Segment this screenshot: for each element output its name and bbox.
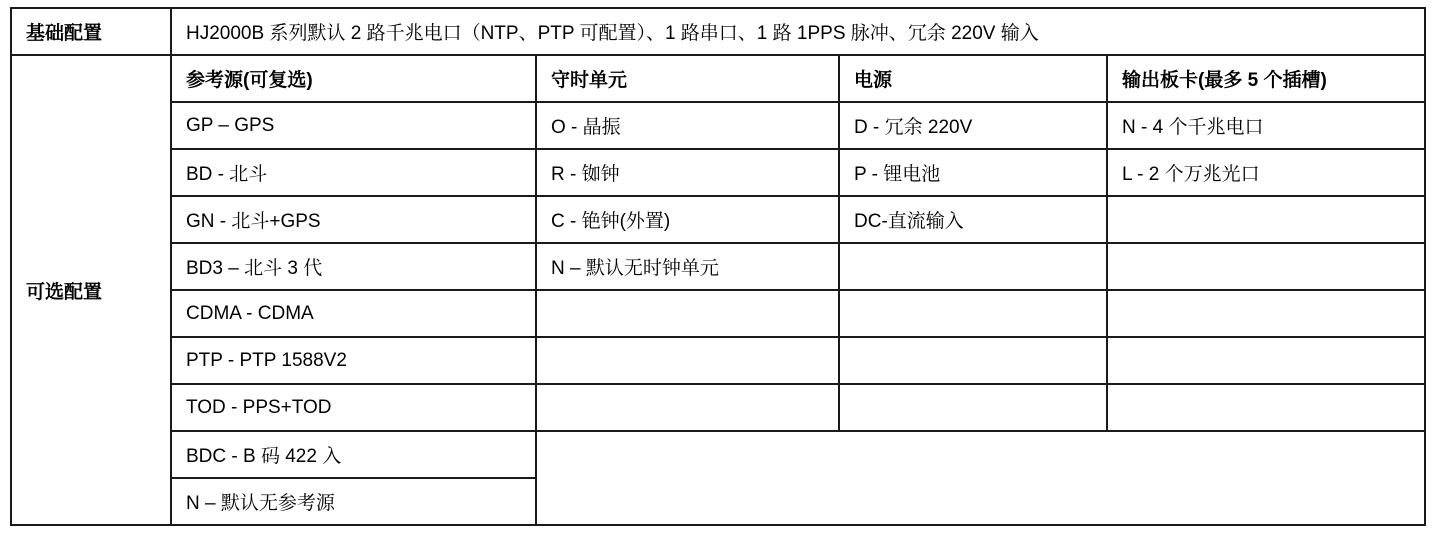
base-config-row bbox=[11, 8, 1425, 55]
empty-cell bbox=[536, 384, 839, 431]
empty-cell bbox=[1107, 337, 1425, 384]
optional-config-label: 可选配置 bbox=[11, 55, 171, 525]
reference-option-cell: BD - 北斗 bbox=[171, 149, 536, 196]
empty-cell bbox=[1107, 290, 1425, 337]
column-header-row bbox=[11, 55, 1425, 102]
header-reference-source: 参考源(可复选) bbox=[171, 55, 536, 102]
reference-option-cell: BDC - B 码 422 入 bbox=[171, 431, 536, 478]
empty-cell bbox=[536, 337, 839, 384]
empty-cell bbox=[839, 384, 1107, 431]
power-option-cell: DC-直流输入 bbox=[839, 196, 1107, 243]
merged-empty-cell bbox=[536, 431, 1425, 525]
table-row bbox=[11, 337, 1425, 384]
base-config-label: 基础配置 bbox=[11, 8, 171, 55]
header-timekeeping-unit: 守时单元 bbox=[536, 55, 839, 102]
header-output-board: 输出板卡(最多 5 个插槽) bbox=[1107, 55, 1425, 102]
power-option-cell: D - 冗余 220V bbox=[839, 102, 1107, 149]
table-row bbox=[11, 149, 1425, 196]
empty-cell bbox=[1107, 196, 1425, 243]
table-row bbox=[11, 290, 1425, 337]
empty-cell bbox=[1107, 384, 1425, 431]
reference-option-cell: N – 默认无参考源 bbox=[171, 478, 536, 525]
reference-option-cell: BD3 – 北斗 3 代 bbox=[171, 243, 536, 290]
table-row bbox=[11, 196, 1425, 243]
empty-cell bbox=[839, 337, 1107, 384]
reference-option-cell: TOD - PPS+TOD bbox=[171, 384, 536, 431]
power-option-cell: P - 锂电池 bbox=[839, 149, 1107, 196]
output-option-cell: N - 4 个千兆电口 bbox=[1107, 102, 1425, 149]
table-row bbox=[11, 384, 1425, 431]
timekeeping-option-cell: N – 默认无时钟单元 bbox=[536, 243, 839, 290]
empty-cell bbox=[1107, 243, 1425, 290]
timekeeping-option-cell: C - 铯钟(外置) bbox=[536, 196, 839, 243]
reference-option-cell: CDMA - CDMA bbox=[171, 290, 536, 337]
timekeeping-option-cell: R - 铷钟 bbox=[536, 149, 839, 196]
reference-option-cell: GP – GPS bbox=[171, 102, 536, 149]
empty-cell bbox=[839, 243, 1107, 290]
reference-option-cell: GN - 北斗+GPS bbox=[171, 196, 536, 243]
empty-cell bbox=[839, 290, 1107, 337]
table-row bbox=[11, 243, 1425, 290]
table-row bbox=[11, 102, 1425, 149]
table-row bbox=[11, 431, 1425, 478]
config-table bbox=[10, 7, 1426, 526]
output-option-cell: L - 2 个万兆光口 bbox=[1107, 149, 1425, 196]
header-power: 电源 bbox=[839, 55, 1107, 102]
reference-option-cell: PTP - PTP 1588V2 bbox=[171, 337, 536, 384]
timekeeping-option-cell: O - 晶振 bbox=[536, 102, 839, 149]
base-config-value: HJ2000B 系列默认 2 路千兆电口（NTP、PTP 可配置）、1 路串口、1 路 1PPS 脉冲、冗余 220V 输入 bbox=[171, 8, 1425, 55]
empty-cell bbox=[536, 290, 839, 337]
